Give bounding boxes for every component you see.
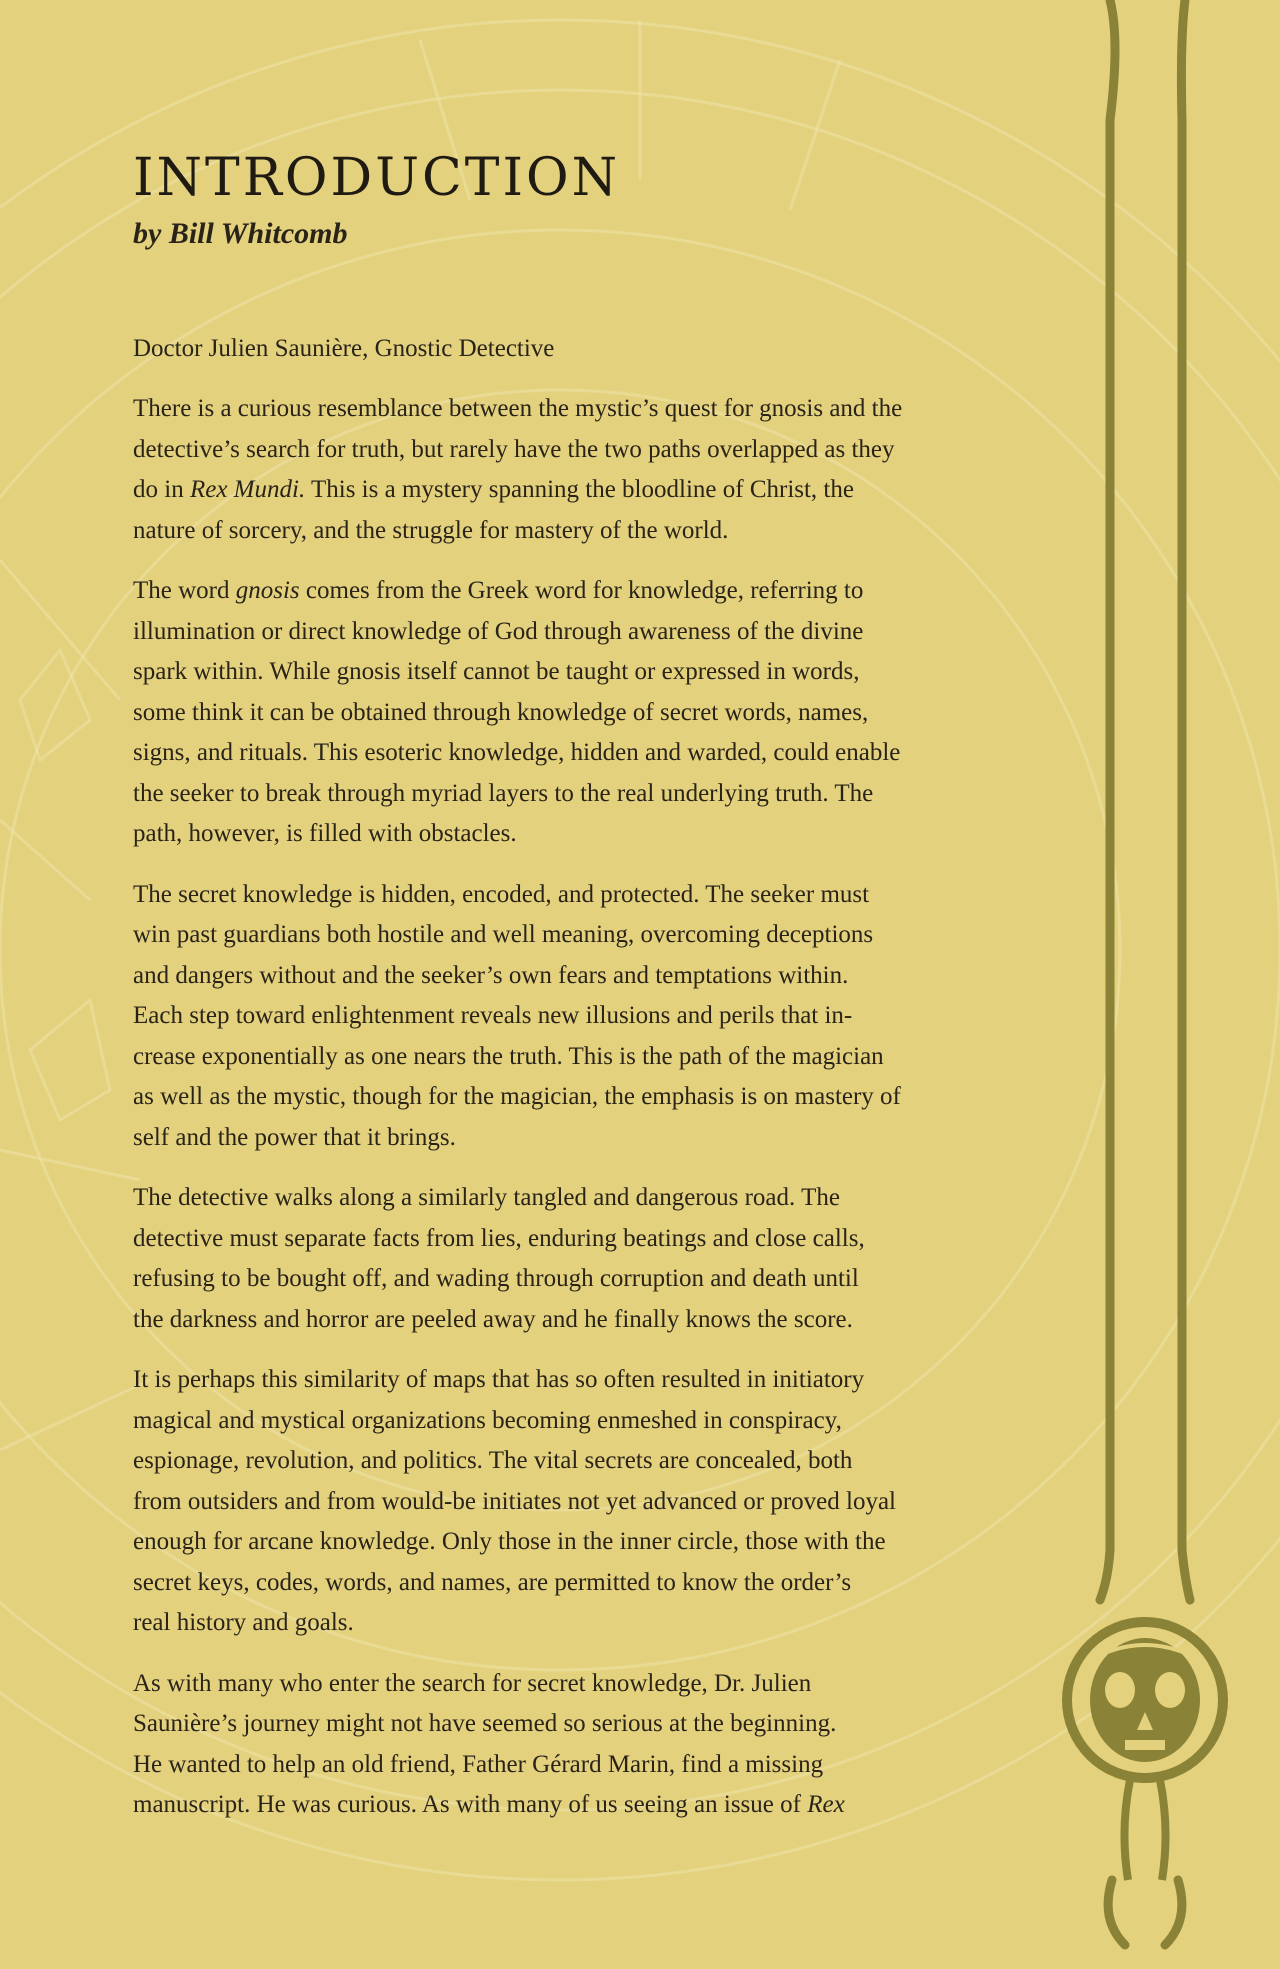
text-line <box>133 1603 1038 1644</box>
text-run: real history and goals. <box>133 1609 354 1637</box>
text-run: refusing to be bought off, and wading through corruption and death until <box>133 1265 859 1293</box>
text-run: spark within. While gnosis itself cannot be taught or expressed in words, <box>133 658 860 686</box>
text-line <box>133 733 1038 774</box>
text-line <box>133 774 1038 815</box>
text-run: manuscript. He was curious. As with many of us seeing an issue of <box>133 1791 808 1819</box>
text-run: The detective walks along a similarly tangled and dangerous road. The <box>133 1184 840 1212</box>
text-line <box>133 693 1038 734</box>
italic-text: Rex Mundi. <box>189 476 306 504</box>
text-run: from outsiders and from would-be initiates not yet advanced or proved loyal <box>133 1487 896 1515</box>
text-run: win past guardians both hostile and well meaning, overcoming deceptions <box>133 921 874 949</box>
text-run: magical and mystical organizations becoming enmeshed in conspiracy, <box>133 1406 842 1434</box>
text-line <box>133 1563 1038 1604</box>
text-run: some think it can be obtained through knowledge of secret words, names, <box>133 698 869 726</box>
text-line <box>133 875 1038 916</box>
byline: by Bill Whitcomb <box>133 217 348 251</box>
text-run: He wanted to help an old friend, Father Gérard Marin, find a missing <box>133 1750 824 1778</box>
text-run: signs, and rituals. This esoteric knowledge, hidden and warded, could enable <box>133 739 901 767</box>
text-line <box>133 430 1038 471</box>
text-line <box>133 1118 1038 1159</box>
text-line <box>133 996 1038 1037</box>
text-run: secret keys, codes, words, and names, are permitted to know the order’s <box>133 1568 852 1596</box>
paragraph <box>133 571 1038 855</box>
text-run: espionage, revolution, and politics. The vital secrets are concealed, both <box>133 1447 853 1475</box>
subheading: Doctor Julien Saunière, Gnostic Detective <box>133 335 555 363</box>
text-line <box>133 1664 1038 1705</box>
skull-icon <box>1067 1622 1223 1778</box>
text-run: This is a mystery spanning the bloodline of Christ, the <box>305 476 854 504</box>
text-run: nature of sorcery, and the struggle for mastery of the world. <box>133 516 729 544</box>
text-line <box>133 571 1038 612</box>
text-run: detective’s search for truth, but rarely have the two paths overlapped as they <box>133 435 895 463</box>
text-run: as well as the mystic, though for the magician, the emphasis is on mastery of <box>133 1083 901 1111</box>
paragraph <box>133 389 1038 551</box>
body-text <box>133 389 1038 1826</box>
text-line <box>133 1259 1038 1300</box>
text-run: the darkness and horror are peeled away and he finally knows the score. <box>133 1305 853 1333</box>
text-run: detective must separate facts from lies, enduring beatings and close calls, <box>133 1224 865 1252</box>
text-run: The word <box>133 577 236 605</box>
text-line <box>133 1745 1038 1786</box>
text-line <box>133 1360 1038 1401</box>
text-line <box>133 915 1038 956</box>
italic-text: gnosis <box>235 577 300 605</box>
text-run: There is a curious resemblance between the mystic’s quest for gnosis and the <box>133 395 903 423</box>
text-line <box>133 652 1038 693</box>
text-line <box>133 814 1038 855</box>
paragraph <box>133 1664 1038 1826</box>
text-run: self and the power that it brings. <box>133 1123 456 1151</box>
text-line <box>133 1704 1038 1745</box>
text-line <box>133 612 1038 653</box>
text-line <box>133 1785 1038 1826</box>
text-line <box>133 470 1038 511</box>
text-line <box>133 511 1038 552</box>
text-run: As with many who enter the search for secret knowledge, Dr. Julien <box>133 1669 812 1697</box>
text-run: comes from the Greek word for knowledge, referring to <box>299 577 864 605</box>
art-nouveau-ornament <box>1040 0 1240 1969</box>
text-run: enough for arcane knowledge. Only those in the inner circle, those with the <box>133 1528 886 1556</box>
text-line <box>133 956 1038 997</box>
text-line <box>133 1441 1038 1482</box>
page-title: INTRODUCTION <box>133 148 621 208</box>
text-run: Saunière’s journey might not have seemed so serious at the beginning. <box>133 1710 837 1738</box>
text-run: and dangers without and the seeker’s own fears and temptations within. <box>133 961 849 989</box>
text-run: the seeker to break through myriad layers to the real underlying truth. The <box>133 779 874 807</box>
text-run: do in <box>133 476 190 504</box>
text-line <box>133 1037 1038 1078</box>
text-run: crease exponentially as one nears the truth. This is the path of the magician <box>133 1042 884 1070</box>
text-line <box>133 389 1038 430</box>
text-line <box>133 1219 1038 1260</box>
text-run: illumination or direct knowledge of God through awareness of the divine <box>133 617 864 645</box>
text-line <box>133 1077 1038 1118</box>
italic-text: Rex <box>807 1791 845 1819</box>
text-line <box>133 1300 1038 1341</box>
introduction-page <box>133 150 1038 1826</box>
paragraph <box>133 875 1038 1159</box>
text-line <box>133 1178 1038 1219</box>
text-line <box>133 1522 1038 1563</box>
paragraph <box>133 1360 1038 1644</box>
text-line <box>133 1482 1038 1523</box>
text-run: Each step toward enlightenment reveals new illusions and perils that in- <box>133 1002 853 1030</box>
text-run: It is perhaps this similarity of maps that has so often resulted in initiatory <box>133 1366 865 1394</box>
text-run: The secret knowledge is hidden, encoded, and protected. The seeker must <box>133 880 870 908</box>
text-line <box>133 1401 1038 1442</box>
paragraph <box>133 1178 1038 1340</box>
text-run: path, however, is filled with obstacles. <box>133 820 517 848</box>
